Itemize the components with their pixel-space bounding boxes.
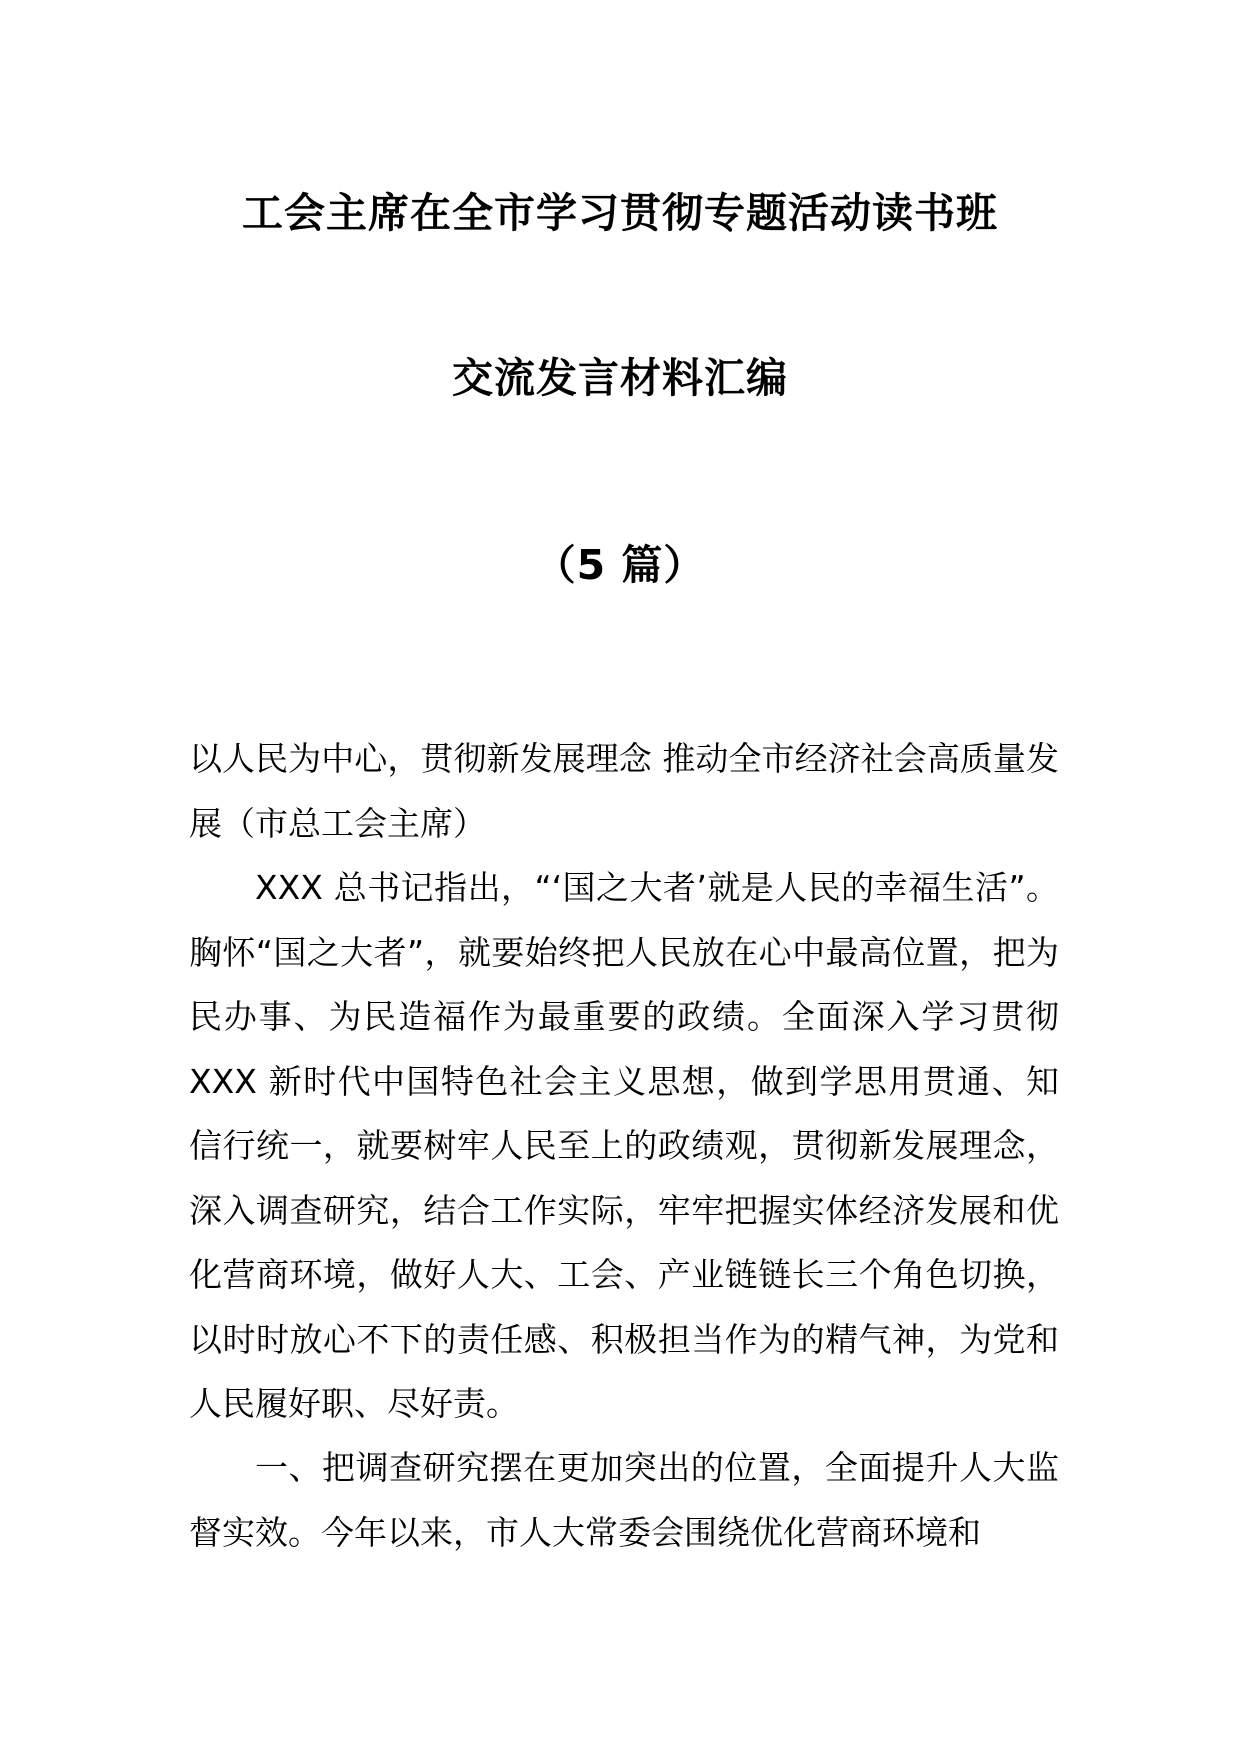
document-title-line-2: 交流发言材料汇编	[452, 354, 788, 402]
body-paragraph-2: 一、把调查研究摆在更加突出的位置，全面提升人大监督实效。今年以来，市人大常委会围绕优化营商环境和	[189, 1448, 1059, 1552]
body-paragraph-1: XXX 总书记指出，“‘国之大者’就是人民的幸福生活”。胸怀“国之大者”，就要始终把人民放在心中最高位置，把为民办事、为民造福作为最重要的政绩。全面深入学习贯彻 XXX 新时代中国特色社会主义思想，做到学思用贯通、知信行统一，就要树牢人民至上的政绩观，贯彻新发展理念，深入调查研究，结合工作实际，牢牢把握实体经济发展和优化营商环境，做好人大、工会、产业链链长三个角色切换，以时时放心不下的责任感、积极担当作为的精气神，为党和人民履好职、尽好责。	[189, 868, 1059, 1423]
document-title-line-1: 工会主席在全市学习贯彻专题活动读书班	[242, 189, 998, 237]
section-heading: 以人民为中心，贯彻新发展理念 推动全市经济社会高质量发展（市总工会主席）	[189, 739, 1059, 843]
document-title-count: （5 篇）	[534, 541, 706, 589]
